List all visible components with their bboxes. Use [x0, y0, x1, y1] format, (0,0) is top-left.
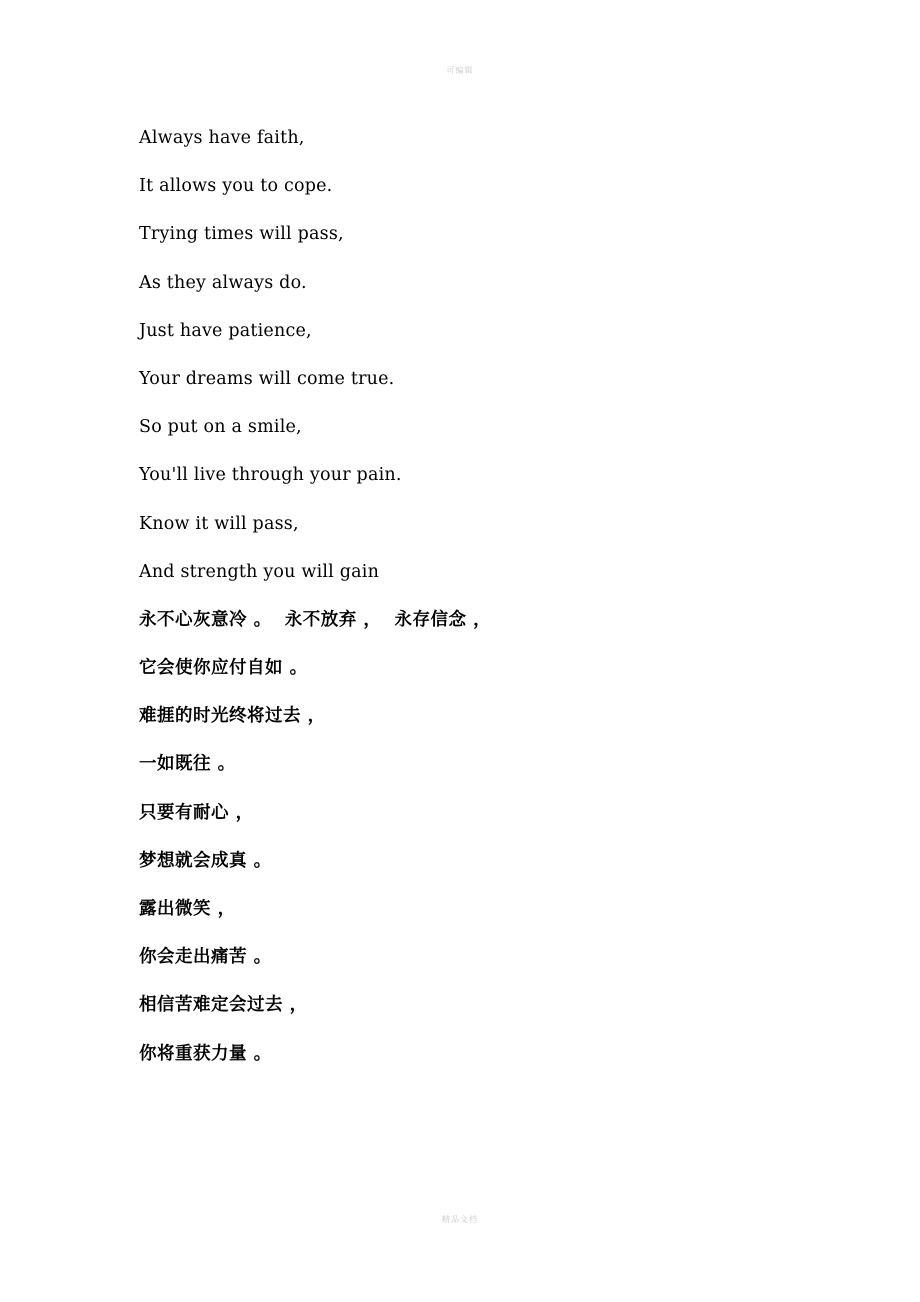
poem-line-zh: 你会走出痛苦 。: [139, 947, 272, 968]
poem-line-zh: 你将重获力量 。: [139, 1043, 272, 1064]
poem-line-en: Always have faith,: [139, 128, 305, 148]
poem-line-zh: 露出微笑 ，: [139, 899, 236, 919]
poem-line-zh: 永不心灰意冷 。 永不放弃 ， 永存信念 ，: [139, 609, 492, 630]
poem-line-zh: 难捱的时光终将过去 ，: [139, 706, 326, 727]
poem-line-en: Just have patience,: [139, 320, 312, 341]
poem-line-en: So put on a smile,: [139, 417, 302, 438]
poem-line-en: Know it will pass,: [139, 513, 299, 534]
poem-line-en: Your dreams will come true.: [139, 368, 395, 389]
footer-watermark: 精品文档: [442, 1215, 478, 1224]
poem-line-zh: 梦想就会成真 。: [139, 850, 272, 871]
poem-line-zh: 相信苦难定会过去 ，: [139, 995, 308, 1016]
poem-line-en: It allows you to cope.: [139, 176, 333, 197]
poem-line-en: You'll live through your pain.: [139, 465, 402, 486]
poem-body: [139, 124, 839, 1088]
poem-line-en: And strength you will gain: [139, 561, 380, 582]
poem-line-zh: 只要有耐心 ，: [139, 802, 254, 823]
poem-line-zh: 它会使你应付自如 。: [139, 658, 308, 679]
poem-line-zh: 一如既往 。: [139, 754, 236, 775]
poem-line-en: As they always do.: [139, 272, 307, 293]
header-watermark: 可编辑: [446, 66, 474, 75]
poem-line-en: Trying times will pass,: [139, 224, 344, 245]
